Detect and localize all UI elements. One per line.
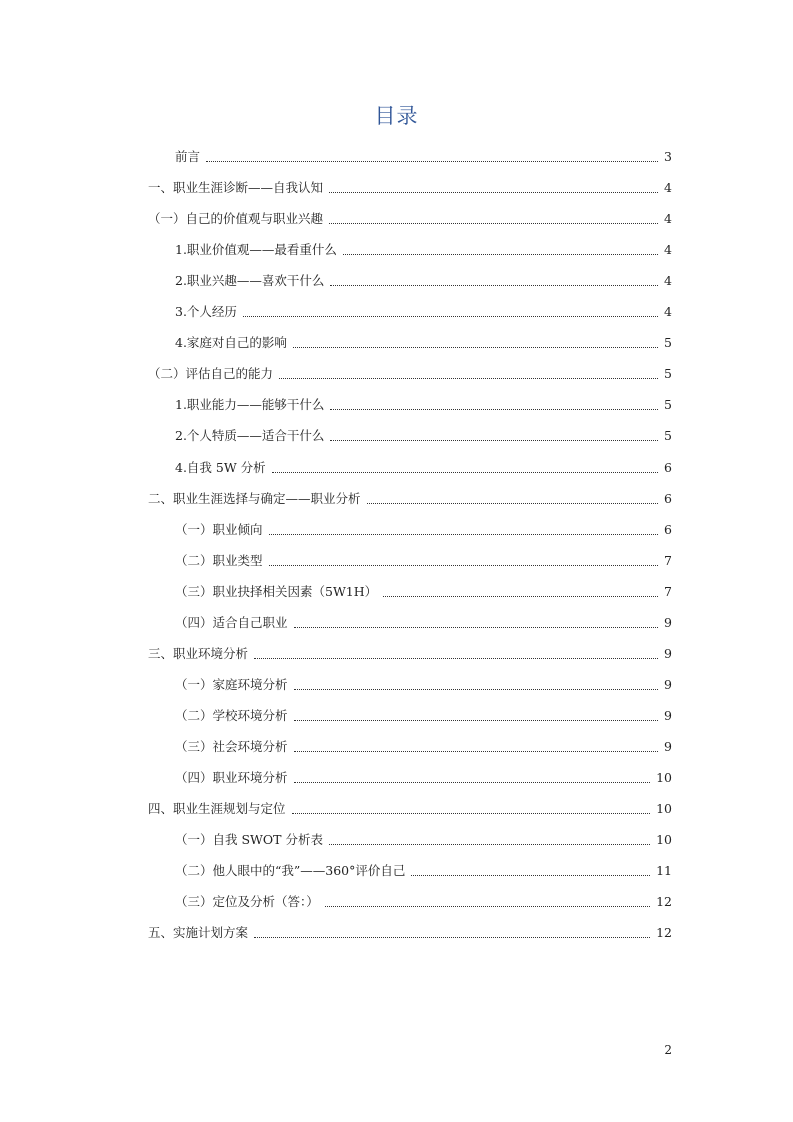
toc-entry-page: 12	[656, 925, 672, 941]
dot-leader	[206, 160, 658, 162]
dot-leader	[329, 191, 658, 193]
dot-leader	[330, 408, 658, 410]
toc-entry[interactable]	[175, 700, 672, 724]
toc-entry[interactable]	[175, 389, 672, 413]
page-number: 2	[664, 1043, 672, 1057]
toc-entry-label: 3.个人经历	[175, 304, 237, 320]
dot-leader	[294, 688, 659, 690]
toc-entry-page: 5	[664, 335, 672, 351]
dot-leader	[243, 315, 658, 317]
toc-entry[interactable]	[175, 452, 672, 476]
dot-leader	[294, 719, 659, 721]
toc-entry-label: （一）职业倾向	[175, 521, 263, 537]
toc-entry-label: 1.职业价值观——最看重什么	[175, 242, 337, 258]
toc-entry-page: 4	[664, 242, 672, 258]
toc-entry[interactable]	[175, 265, 672, 289]
toc-entry-label: （一）自我 SWOT 分析表	[175, 832, 323, 848]
dot-leader	[294, 750, 659, 752]
toc-entry[interactable]	[175, 669, 672, 693]
toc-entry-page: 5	[664, 428, 672, 444]
toc-entry[interactable]	[175, 886, 672, 910]
toc-entry[interactable]	[175, 514, 672, 538]
toc-entry-page: 7	[664, 583, 672, 599]
toc-entry-page: 9	[664, 707, 672, 723]
toc-entry-page: 6	[664, 459, 672, 475]
toc-entry-page: 9	[664, 676, 672, 692]
toc-title: 目录	[374, 104, 419, 128]
toc-entry-page: 3	[664, 149, 672, 164]
toc-entry-label: （一）自己的价值观与职业兴趣	[148, 211, 324, 227]
dot-leader	[254, 936, 650, 938]
toc-entry-label: （二）职业类型	[175, 552, 263, 568]
dot-leader	[330, 284, 658, 286]
toc-entry-page: 10	[656, 832, 672, 848]
toc-entry-page: 4	[664, 211, 672, 227]
toc-entry[interactable]	[175, 545, 672, 569]
toc-entry-label: （三）社会环境分析	[175, 738, 288, 754]
toc-entry[interactable]	[175, 731, 672, 755]
toc-entry[interactable]	[175, 234, 672, 258]
toc-entry-page: 5	[664, 366, 672, 382]
toc-entry-label: 2.职业兴趣——喜欢干什么	[175, 273, 325, 289]
dot-leader	[367, 502, 659, 504]
toc-entry-label: （四）适合自己职业	[175, 614, 288, 630]
dot-leader	[293, 346, 658, 348]
toc-entry-label: （四）职业环境分析	[175, 770, 288, 785]
toc-entry[interactable]	[148, 638, 672, 662]
toc-entry[interactable]	[148, 172, 672, 196]
toc-entry-label: 4.家庭对自己的影响	[175, 335, 287, 351]
dot-leader	[411, 874, 650, 876]
toc-entry[interactable]	[175, 420, 672, 444]
toc-entry-page: 9	[664, 645, 672, 661]
toc-entry-page: 9	[664, 614, 672, 630]
toc-entry-page: 4	[664, 304, 672, 320]
dot-leader	[294, 781, 651, 783]
toc-entry[interactable]	[175, 607, 672, 631]
toc-entry-page: 9	[664, 738, 672, 754]
toc-entry-label: 五、实施计划方案	[148, 925, 249, 941]
toc-entry[interactable]	[148, 917, 672, 941]
toc-entry-page: 4	[664, 180, 672, 196]
dot-leader	[292, 812, 651, 814]
toc-entry-label: 1.职业能力——能够干什么	[175, 397, 325, 413]
toc-entry[interactable]	[148, 793, 672, 817]
dot-leader	[279, 377, 658, 379]
toc-entry-page: 7	[664, 552, 672, 568]
toc-entry-label: （三）定位及分析（答：）	[175, 894, 319, 910]
toc-entry-label: 2.个人特质——适合干什么	[175, 428, 325, 444]
toc-entry-label: 4.自我 5W 分析	[175, 459, 266, 475]
toc-entry-label: 二、职业生涯选择与确定——职业分析	[148, 490, 361, 506]
toc-entry[interactable]	[175, 824, 672, 848]
toc-entry-label: （二）他人眼中的“我”——360°评价自己	[175, 863, 406, 879]
dot-leader	[330, 439, 658, 441]
toc-entry-label: （三）职业抉择相关因素（5W1H）	[175, 583, 378, 599]
toc-entry[interactable]	[175, 576, 672, 600]
dot-leader	[269, 564, 659, 566]
toc-entry[interactable]	[175, 855, 672, 879]
dot-leader	[343, 253, 658, 255]
toc-entry-page: 12	[656, 894, 672, 910]
dot-leader	[329, 222, 658, 224]
toc-entry-page: 11	[656, 863, 672, 879]
toc-entry[interactable]	[148, 483, 672, 507]
toc-entry-page: 6	[664, 521, 672, 537]
toc-entry-label: 前言	[175, 149, 201, 164]
toc-entry-page: 5	[664, 397, 672, 413]
toc-entry-label: （二）学校环境分析	[175, 707, 288, 723]
toc-entry-page: 4	[664, 273, 672, 289]
dot-leader	[294, 626, 659, 628]
toc-entry-label: 三、职业环境分析	[148, 645, 249, 661]
dot-leader	[272, 471, 658, 473]
toc-entry[interactable]	[175, 141, 672, 165]
toc-entry-label: （一）家庭环境分析	[175, 676, 288, 692]
toc-entry[interactable]	[175, 327, 672, 351]
dot-leader	[269, 533, 659, 535]
toc-entry-page: 10	[656, 801, 672, 817]
toc-entry[interactable]	[175, 762, 672, 786]
dot-leader	[383, 595, 658, 597]
toc-entry-label: 一、职业生涯诊断——自我认知	[148, 180, 324, 196]
toc-entry[interactable]	[148, 203, 672, 227]
toc-entry[interactable]	[148, 358, 672, 382]
dot-leader	[329, 843, 650, 845]
toc-entry[interactable]	[175, 296, 672, 320]
toc-entry-page: 6	[664, 490, 672, 506]
toc-entry-label: （二）评估自己的能力	[148, 366, 274, 382]
dot-leader	[254, 657, 658, 659]
dot-leader	[325, 905, 650, 907]
toc-entry-page: 10	[656, 770, 672, 785]
toc-entry-label: 四、职业生涯规划与定位	[148, 801, 286, 817]
